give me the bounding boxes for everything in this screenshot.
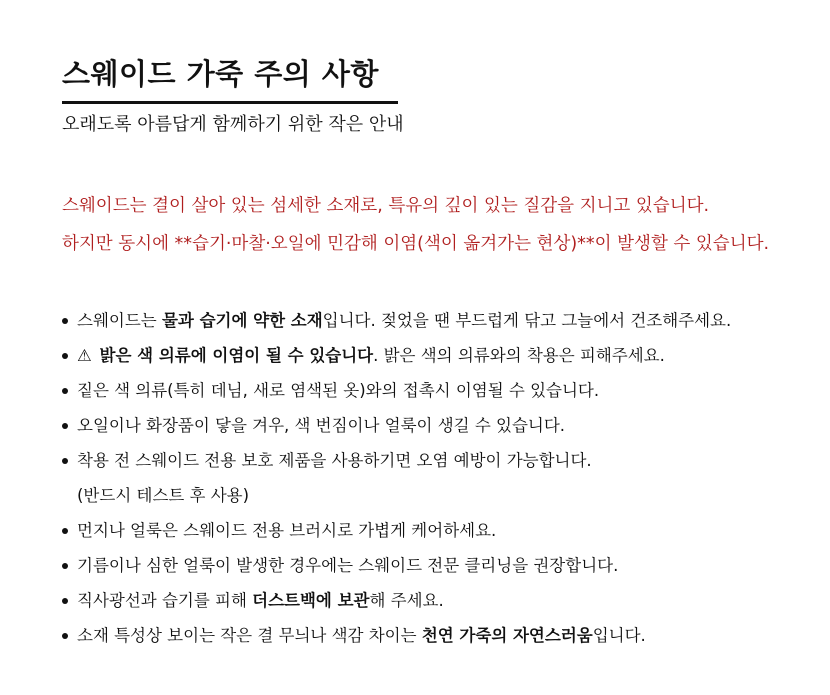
page-title: 스웨이드 가죽 주의 사항 [62, 57, 379, 91]
list-item: 짙은 색 의류(특히 데님, 새로 염색된 옷)와의 접촉시 이염될 수 있습니다. [62, 373, 731, 408]
title-underline [62, 101, 398, 104]
notice-block [62, 187, 769, 263]
list-item: 착용 전 스웨이드 전용 보호 제품을 사용하기면 오염 예방이 가능합니다. [62, 443, 731, 478]
list-item: 직사광선과 습기를 피해 더스트백에 보관해 주세요. [62, 583, 731, 618]
bullet-icon [62, 388, 68, 394]
bullet-icon [62, 318, 68, 324]
care-list [62, 303, 731, 653]
bullet-icon [62, 563, 68, 569]
bullet-icon [62, 598, 68, 604]
list-item: 소재 특성상 보이는 작은 결 무늬나 색감 차이는 천연 가죽의 자연스러움입니다. [62, 618, 731, 653]
bullet-icon [62, 633, 68, 639]
bullet-icon [62, 353, 68, 359]
list-item: 오일이나 화장품이 닿을 겨우, 색 번짐이나 얼룩이 생길 수 있습니다. [62, 408, 731, 443]
list-item: ⚠ 밝은 색 의류에 이염이 될 수 있습니다. 밝은 색의 의류와의 착용은 피해주세요. [62, 338, 731, 373]
warning-icon: ⚠ [77, 346, 92, 365]
list-item: 스웨이드는 물과 습기에 약한 소재입니다. 젖었을 땐 부드럽게 닦고 그늘에서 건조해주세요. [62, 303, 731, 338]
list-item-continuation: (반드시 테스트 후 사용) [77, 486, 250, 505]
notice-line: 하지만 동시에 **습기·마찰·오일에 민감해 이염(색이 옮겨가는 현상)**이 발생할 수 있습니다. [62, 234, 770, 254]
page-subtitle: 오래도록 아름답게 함께하기 위한 작은 안내 [62, 114, 404, 135]
list-item: 기름이나 심한 얼룩이 발생한 경우에는 스웨이드 전문 클리닝을 권장합니다. [62, 548, 731, 583]
bullet-icon [62, 528, 68, 534]
bullet-icon [62, 423, 68, 429]
notice-line: 스웨이드는 결이 살아 있는 섬세한 소재로, 특유의 깊이 있는 질감을 지니고 있습니다. [62, 196, 710, 216]
list-item: 먼지나 얼룩은 스웨이드 전용 브러시로 가볍게 케어하세요. [62, 513, 731, 548]
bullet-icon [62, 458, 68, 464]
